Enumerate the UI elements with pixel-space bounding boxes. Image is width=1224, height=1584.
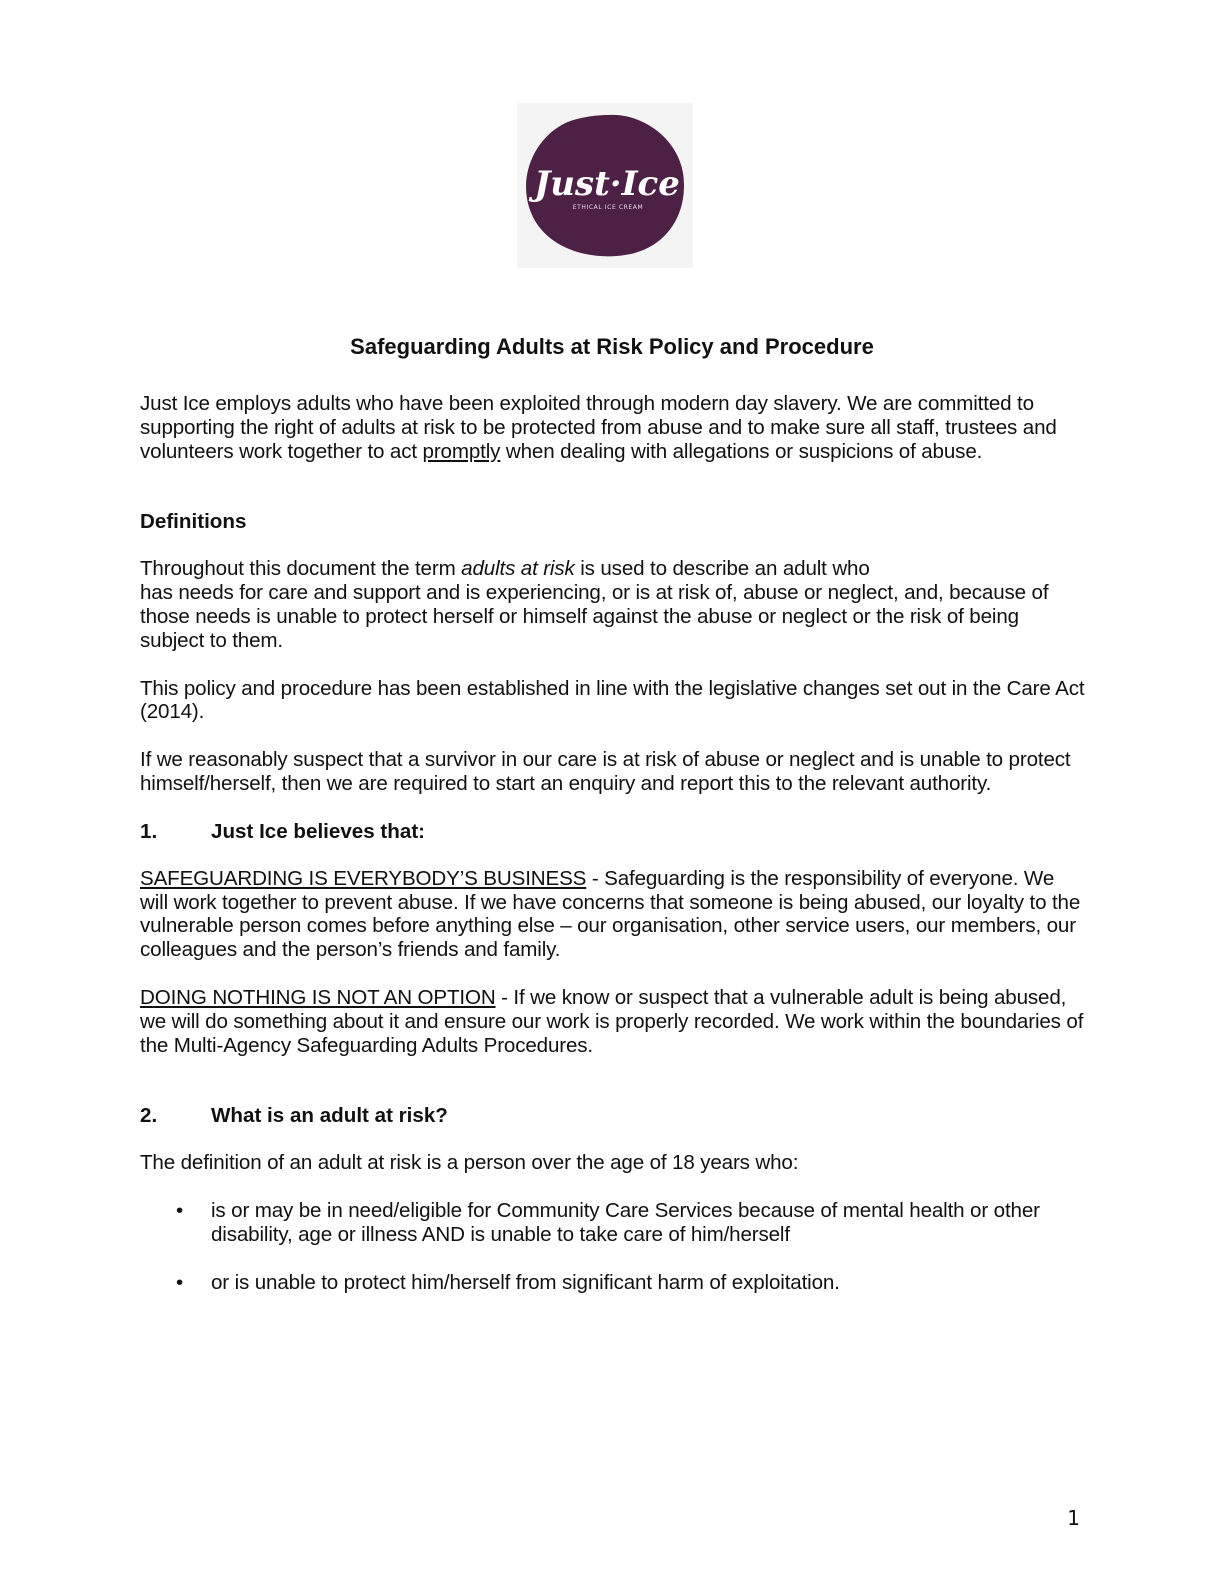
definitions-heading: Definitions — [140, 510, 247, 534]
document-body — [140, 392, 1085, 1295]
bullet-icon: • — [176, 1199, 184, 1223]
logo-tagline: ETHICAL ICE CREAM — [572, 204, 644, 211]
logo-brand-text: Just·Ice — [534, 164, 680, 204]
section-1-heading: 1. Just Ice believes that: — [140, 819, 426, 843]
section-2-intro: The definition of an adult at risk is a person over the age of 18 years who: — [140, 1151, 799, 1175]
section-1-paragraph-2: DOING NOTHING IS NOT AN OPTION - If we know or suspect that a vulnerable adult is being abused, we will do something about it and ensure our work is properly recorded. We work within the boundaries of the Multi-Agency Safeguarding Adults Procedures. — [140, 985, 1084, 1057]
definitions-paragraph-1: Throughout this document the term adults at risk is used to describe an adult who has needs for care and support and is experiencing, or is at risk of, abuse or neglect, and, because of those needs is unable to protect herself or himself against the abuse or neglect or the risk of being subject to them. — [140, 557, 1049, 652]
intro-paragraph: Just Ice employs adults who have been exploited through modern day slavery. We are committed to supporting the right of adults at risk to be protected from abuse and to make sure all staff, trustees and volunteers work together to act promptly when dealing with allegations or suspicions of abuse. — [140, 392, 1057, 463]
just-ice-logo — [517, 103, 693, 268]
page-title: Safeguarding Adults at Risk Policy and Procedure — [350, 334, 874, 359]
list-item: • is or may be in need/eligible for Community Care Services because of mental health or other disability, age or illness AND is unable to take care of him/herself — [176, 1199, 1040, 1246]
page-number: 1 — [1067, 1506, 1080, 1530]
bullet-icon: • — [176, 1270, 184, 1294]
adult-at-risk-list — [140, 1199, 1085, 1294]
list-item: • or is unable to protect him/herself from significant harm of exploitation. — [176, 1270, 840, 1294]
section-2-heading: 2. What is an adult at risk? — [140, 1104, 448, 1128]
section-1-paragraph-1: SAFEGUARDING IS EVERYBODY’S BUSINESS - Safeguarding is the responsibility of everyone. We will work together to prevent abuse. If we have concerns that someone is being abused, our loyalty to the vulnerable person comes before anything else – our organisation, other service users, our members, our colleagues and the person’s friends and family. — [140, 866, 1081, 962]
definitions-paragraph-3: If we reasonably suspect that a survivor in our care is at risk of abuse or neglect and is unable to protect himself/herself, then we are required to start an enquiry and report this to the relevant authority. — [140, 748, 1071, 795]
definitions-paragraph-2: This policy and procedure has been established in line with the legislative changes set out in the Care Act (2014). — [140, 676, 1085, 724]
